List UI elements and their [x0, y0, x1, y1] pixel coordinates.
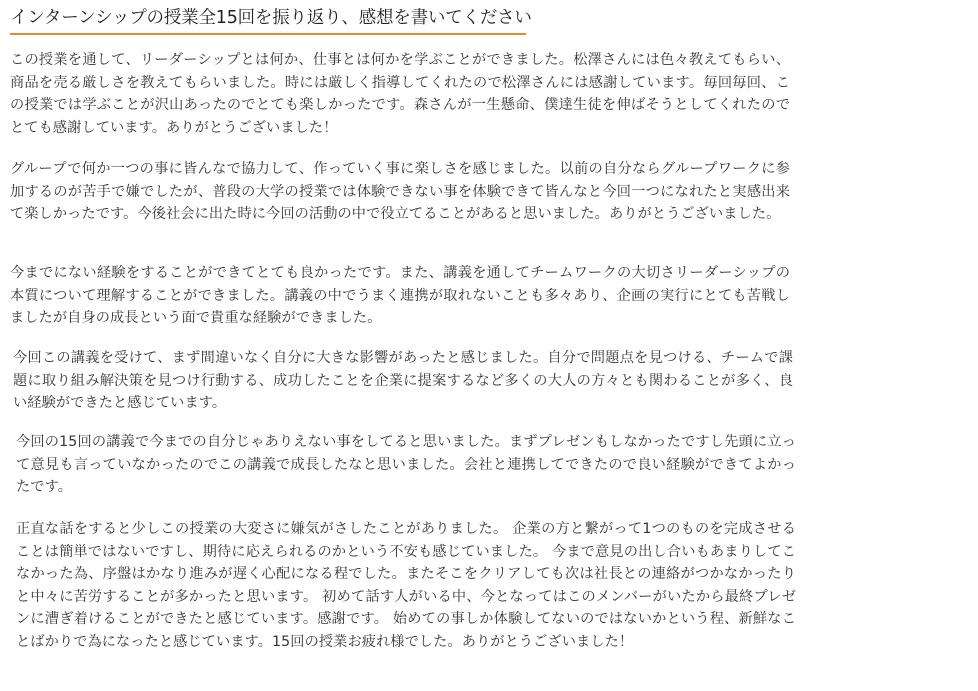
answer-text: グループで何か一つの事に皆んなで協力して、作っていく事に楽しさを感じました。以前の自分ならグループワークに参加するのが苦手で嫌でしたが、普段の大学の授業では体験できない事を体験できて皆んなと今回一つになれたと実感出来て楽しかったです。今後社会に出た時に今回の活動の中で役立てることがあると思いました。ありがとうございました。	[10, 161, 790, 222]
answer-text: 正直な話をすると少しこの授業の大変さに嫌気がさしたことがありました。 企業の方と繋がって1つのものを完成させることは簡単ではないですし、期待に応えられるのかという不安も感じていました。 今まで意見の出し合いもあまりしてこなかった為、序盤はかなり進みが遅く心配になる程でした。またそこをクリアしても次は社長との連絡がつかなかったりと中々に苦労することが多かったと思います。 初めて話す人がいる中、今となってはこのメンバーがいたから最終プレゼンに漕ぎ着けることができたと感じています。感謝です。 始めての事しか体験してないのではないかという程、新鮮なことばかりで為になったと感じています。15回の授業お疲れ様でした。ありがとうございました！	[16, 521, 796, 650]
answer-text: 今までにない経験をすることができてとても良かったです。また、講義を通してチームワークの大切さリーダーシップの本質について理解することができました。講義の中でうまく連携が取れないことも多々あり、企画の実行にとても苦戦しましたが自身の成長という面で貴重な経験ができました。	[10, 265, 790, 326]
answer-text: 今回の15回の講義で今までの自分じゃありえない事をしてると思いました。まずプレゼンもしなかったですし先頭に立って意見も言っていなかったのでこの講義で成長したなと思いました。会社と連携してできたので良い経験ができてよかったです。	[16, 434, 796, 495]
answer-text: この授業を通して、リーダーシップとは何か、仕事とは何かを学ぶことができました。松澤さんには色々教えてもらい、商品を売る厳しさを教えてもらいました。時には厳しく指導してくれたので松澤さんには感謝しています。毎回毎回、この授業では学ぶことが沢山あったのでとても楽しかったです。森さんが一生懸命、僕達生徒を伸ばそうとしてくれたのでとても感謝しています。ありがとうございました！	[10, 52, 790, 136]
answer-text: 今回この講義を受けて、まず間違いなく自分に大きな影響があったと感じました。自分で問題点を見つける、チームで課題に取り組み解決策を見つけ行動する、成功したことを企業に提案するなど多くの大人の方々とも関わることが多く、良い経験ができたと感じています。	[13, 350, 793, 411]
title-underline	[10, 33, 526, 35]
question-title: インターンシップの授業全15回を振り返り、感想を書いてください	[10, 8, 532, 28]
